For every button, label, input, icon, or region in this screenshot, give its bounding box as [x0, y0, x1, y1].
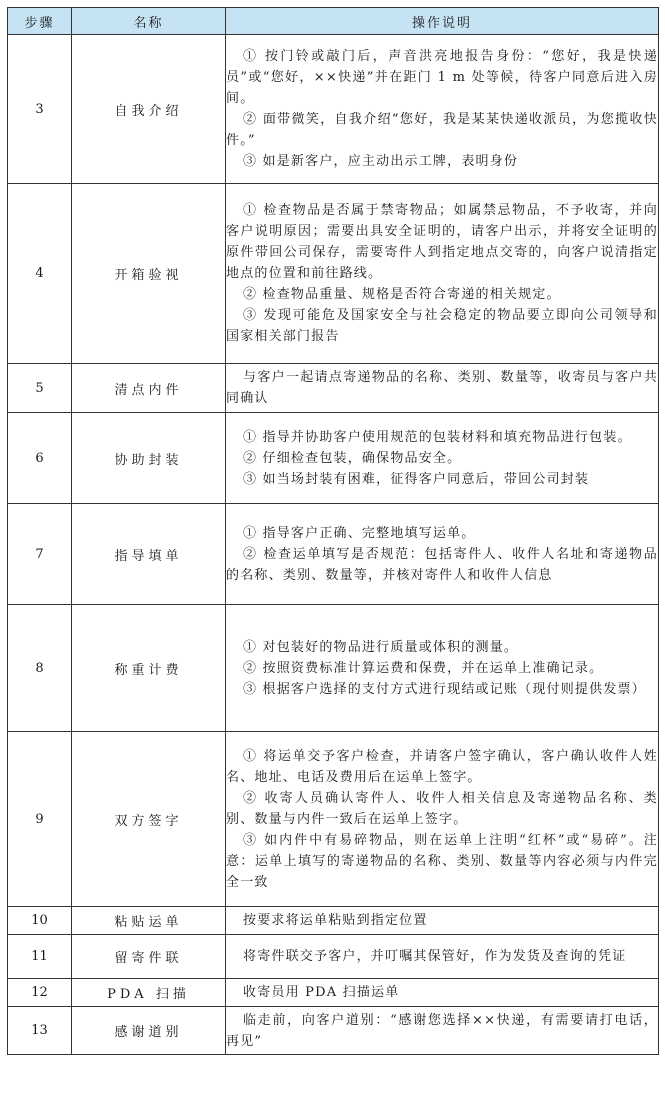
- table-body: [8, 35, 659, 1055]
- step-name: PDA 扫描: [72, 979, 226, 1007]
- table-row: [8, 907, 659, 935]
- description-item: ③ 如内件中有易碎物品，则在运单上注明“红杯”或“易碎”。注意：运单上填写的寄递物品的名称、类别、数量等内容必须与内件完全一致: [226, 832, 658, 890]
- description-item: ③ 如是新客户，应主动出示工牌，表明身份: [243, 154, 519, 169]
- description-item: ② 收寄人员确认寄件人、收件人相关信息及寄递物品名称、类别、数量与内件一致后在运单上签字。: [226, 790, 658, 827]
- step-name: 协助封装: [72, 413, 226, 504]
- step-description: [226, 935, 659, 979]
- table-header-row: [8, 8, 659, 35]
- step-number: 9: [8, 732, 72, 907]
- step-number: 8: [8, 605, 72, 732]
- table-row: [8, 35, 659, 184]
- step-name: 双方签字: [72, 732, 226, 907]
- table-row: [8, 732, 659, 907]
- description-item: ② 检查运单填写是否规范：包括寄件人、收件人名址和寄递物品的名称、类别、数量等，并核对寄件人和收件人信息: [226, 546, 658, 583]
- table-row: [8, 413, 659, 504]
- step-description: [226, 732, 659, 907]
- step-name: 粘贴运单: [72, 907, 226, 935]
- step-description: [226, 413, 659, 504]
- table-row: [8, 605, 659, 732]
- step-name: 感谢道别: [72, 1007, 226, 1055]
- table-row: [8, 979, 659, 1007]
- description-item: 临走前，向客户道别：“感谢您选择××快递，有需要请打电话，再见”: [226, 1012, 658, 1049]
- step-description: [226, 35, 659, 184]
- step-name: 自我介绍: [72, 35, 226, 184]
- step-name: 开箱验视: [72, 184, 226, 364]
- description-item: ① 检查物品是否属于禁寄物品；如属禁忌物品，不予收寄，并向客户说明原因；需要出具安全证明的，请客户出示，并将安全证明的原件带回公司保存，需要寄件人到指定地点交寄的，向客户说清指定地点的位置和前往路线。: [226, 203, 658, 281]
- step-number: 5: [8, 364, 72, 413]
- description-item: ① 指导客户正确、完整地填写运单。: [243, 525, 476, 541]
- header-name: 名称: [72, 8, 226, 35]
- step-name: 指导填单: [72, 504, 226, 605]
- table-row: [8, 364, 659, 413]
- description-item: ③ 发现可能危及国家安全与社会稳定的物品要立即向公司领导和国家相关部门报告: [226, 308, 658, 344]
- step-number: 13: [8, 1007, 72, 1055]
- step-description: [226, 1007, 659, 1055]
- description-item: 与客户一起请点寄递物品的名称、类别、数量等，收寄员与客户共同确认: [226, 370, 658, 406]
- table-row: [8, 504, 659, 605]
- description-item: ③ 根据客户选择的支付方式进行现结或记账（现付则提供发票）: [243, 681, 646, 697]
- step-number: 7: [8, 504, 72, 605]
- step-description: [226, 605, 659, 732]
- step-description: [226, 907, 659, 935]
- header-description: 操作说明: [226, 8, 659, 35]
- description-item: 按要求将运单粘贴到指定位置: [243, 913, 428, 928]
- description-item: ② 面带微笑，自我介绍“您好，我是某某快递收派员，为您揽收快件。”: [226, 112, 658, 148]
- table-row: [8, 1007, 659, 1055]
- step-name: 留寄件联: [72, 935, 226, 979]
- procedure-table: [7, 7, 659, 1055]
- description-item: ② 检查物品重量、规格是否符合寄递的相关规定。: [243, 287, 561, 302]
- description-item: ② 按照资费标准计算运费和保费，并在运单上准确记录。: [243, 660, 604, 676]
- description-item: ① 将运单交予客户检查，并请客户签字确认，客户确认收件人姓名、地址、电话及费用后在运单上签字。: [226, 748, 658, 785]
- step-description: [226, 979, 659, 1007]
- description-item: ③ 如当场封装有困难，征得客户同意后，带回公司封装: [243, 471, 590, 487]
- step-name: 称重计费: [72, 605, 226, 732]
- table-row: [8, 184, 659, 364]
- step-name: 清点内件: [72, 364, 226, 413]
- description-item: ② 仔细检查包装，确保物品安全。: [243, 450, 462, 466]
- step-description: [226, 184, 659, 364]
- header-step: 步骤: [8, 8, 72, 35]
- description-item: ① 对包装好的物品进行质量或体积的测量。: [243, 639, 519, 655]
- step-number: 11: [8, 935, 72, 979]
- description-item: 收寄员用 PDA 扫描运单: [243, 985, 400, 1000]
- step-number: 6: [8, 413, 72, 504]
- description-item: ① 指导并协助客户使用规范的包装材料和填充物品进行包装。: [243, 429, 632, 445]
- step-number: 10: [8, 907, 72, 935]
- description-item: ① 按门铃或敲门后，声音洪亮地报告身份：“您好，我是快递员”或“您好，××快递”并在距门 1 m 处等候，待客户同意后进入房间。: [226, 49, 658, 106]
- step-number: 3: [8, 35, 72, 184]
- step-number: 4: [8, 184, 72, 364]
- table-row: [8, 935, 659, 979]
- step-description: [226, 364, 659, 413]
- description-item: 将寄件联交予客户，并叮嘱其保管好，作为发货及查询的凭证: [243, 949, 627, 964]
- step-description: [226, 504, 659, 605]
- step-number: 12: [8, 979, 72, 1007]
